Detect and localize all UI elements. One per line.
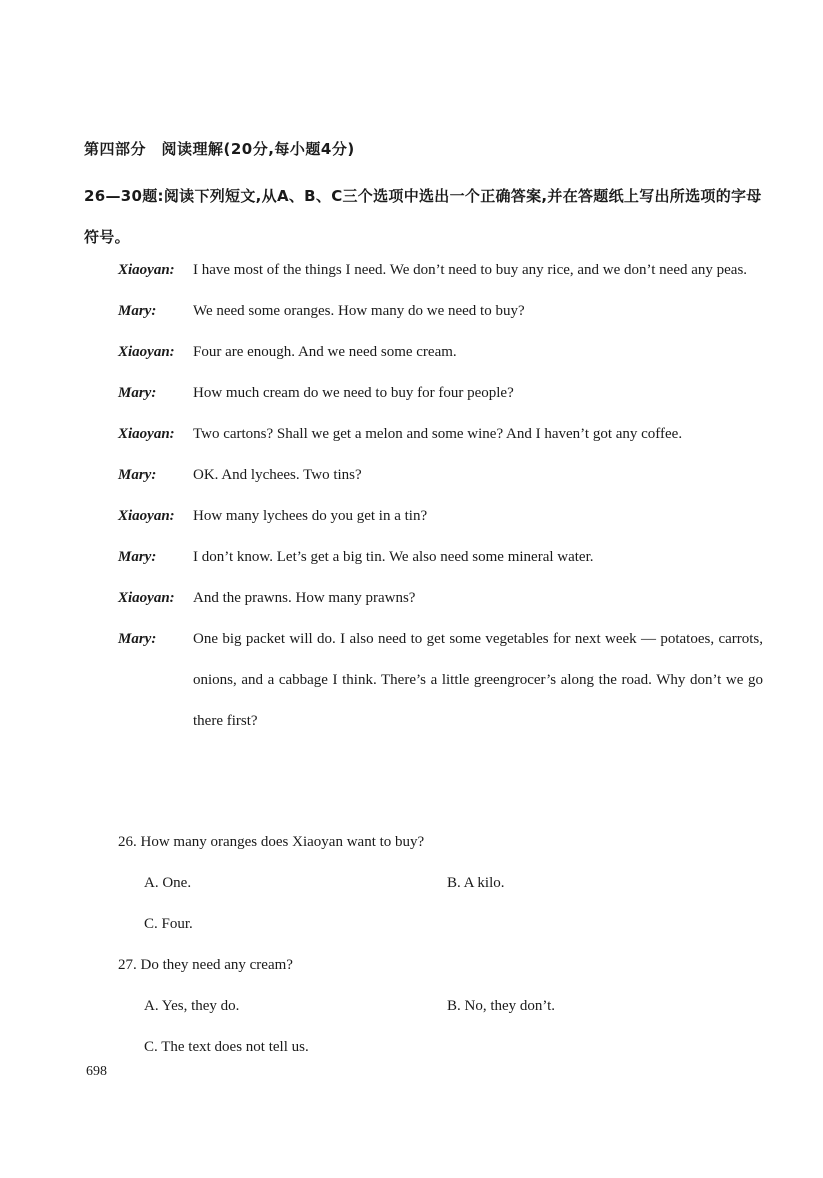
option-b: B. No, they don’t. xyxy=(447,998,556,1014)
dialogue-turn xyxy=(118,291,763,332)
answer-options xyxy=(118,863,763,945)
question-stem: 26. How many oranges does Xiaoyan want to buy? xyxy=(118,834,425,850)
speaker-label: Xiaoyan: xyxy=(118,344,175,360)
dialogue-turn xyxy=(118,373,763,414)
speech-text: And the prawns. How many prawns? xyxy=(193,590,416,606)
dialogue-turn xyxy=(118,414,763,455)
speech-text: OK. And lychees. Two tins? xyxy=(193,467,362,483)
section-title: 第四部分 阅读理解(20分,每小题4分) xyxy=(84,140,355,158)
instructions: 26—30题:阅读下列短文,从A、B、C三个选项中选出一个正确答案,并在答题纸上写出所选项的字母符号。 xyxy=(84,187,762,246)
questions xyxy=(118,822,763,1068)
speaker-label: Xiaoyan: xyxy=(118,508,175,524)
dialogue-turn xyxy=(118,332,763,373)
dialogue-turn xyxy=(118,578,763,619)
dialogue xyxy=(118,250,763,742)
speaker-label: Mary: xyxy=(118,467,157,483)
question-stem: 27. Do they need any cream? xyxy=(118,957,293,973)
dialogue-turn xyxy=(118,537,763,578)
speaker-label: Xiaoyan: xyxy=(118,590,175,606)
dialogue-turn xyxy=(118,496,763,537)
question-26 xyxy=(118,822,763,945)
speech-text: Two cartons? Shall we get a melon and some wine? And I haven’t got any coffee. xyxy=(193,426,683,442)
speech-text: I don’t know. Let’s get a big tin. We also need some mineral water. xyxy=(193,549,594,565)
option-c: C. Four. xyxy=(144,916,193,932)
speech-text: We need some oranges. How many do we need to buy? xyxy=(193,303,525,319)
speech-text: How much cream do we need to buy for four people? xyxy=(193,385,514,401)
dialogue-turn xyxy=(118,455,763,496)
speaker-label: Mary: xyxy=(118,631,157,647)
answer-options xyxy=(118,986,763,1068)
speech-text: I have most of the things I need. We don’t need to buy any rice, and we don’t need any peas. xyxy=(193,262,748,278)
option-a: A. Yes, they do. xyxy=(144,998,240,1014)
page-number: 698 xyxy=(86,1064,107,1079)
speech-text: How many lychees do you get in a tin? xyxy=(193,508,428,524)
speech-text: Four are enough. And we need some cream. xyxy=(193,344,457,360)
dialogue-turn xyxy=(118,619,763,742)
speaker-label: Xiaoyan: xyxy=(118,262,175,278)
question-27 xyxy=(118,945,763,1068)
speaker-label: Mary: xyxy=(118,303,157,319)
speaker-label: Xiaoyan: xyxy=(118,426,175,442)
option-a: A. One. xyxy=(144,875,192,891)
option-b: B. A kilo. xyxy=(447,875,505,891)
option-c: C. The text does not tell us. xyxy=(144,1039,309,1055)
speech-text: One big packet will do. I also need to get some vegetables for next week — potatoes, carrots, onions, and a cabbage I think. There’s a little greengrocer’s along the road. Why don’t we go there first? xyxy=(193,631,763,729)
speaker-label: Mary: xyxy=(118,385,157,401)
speaker-label: Mary: xyxy=(118,549,157,565)
dialogue-turn xyxy=(118,250,763,291)
